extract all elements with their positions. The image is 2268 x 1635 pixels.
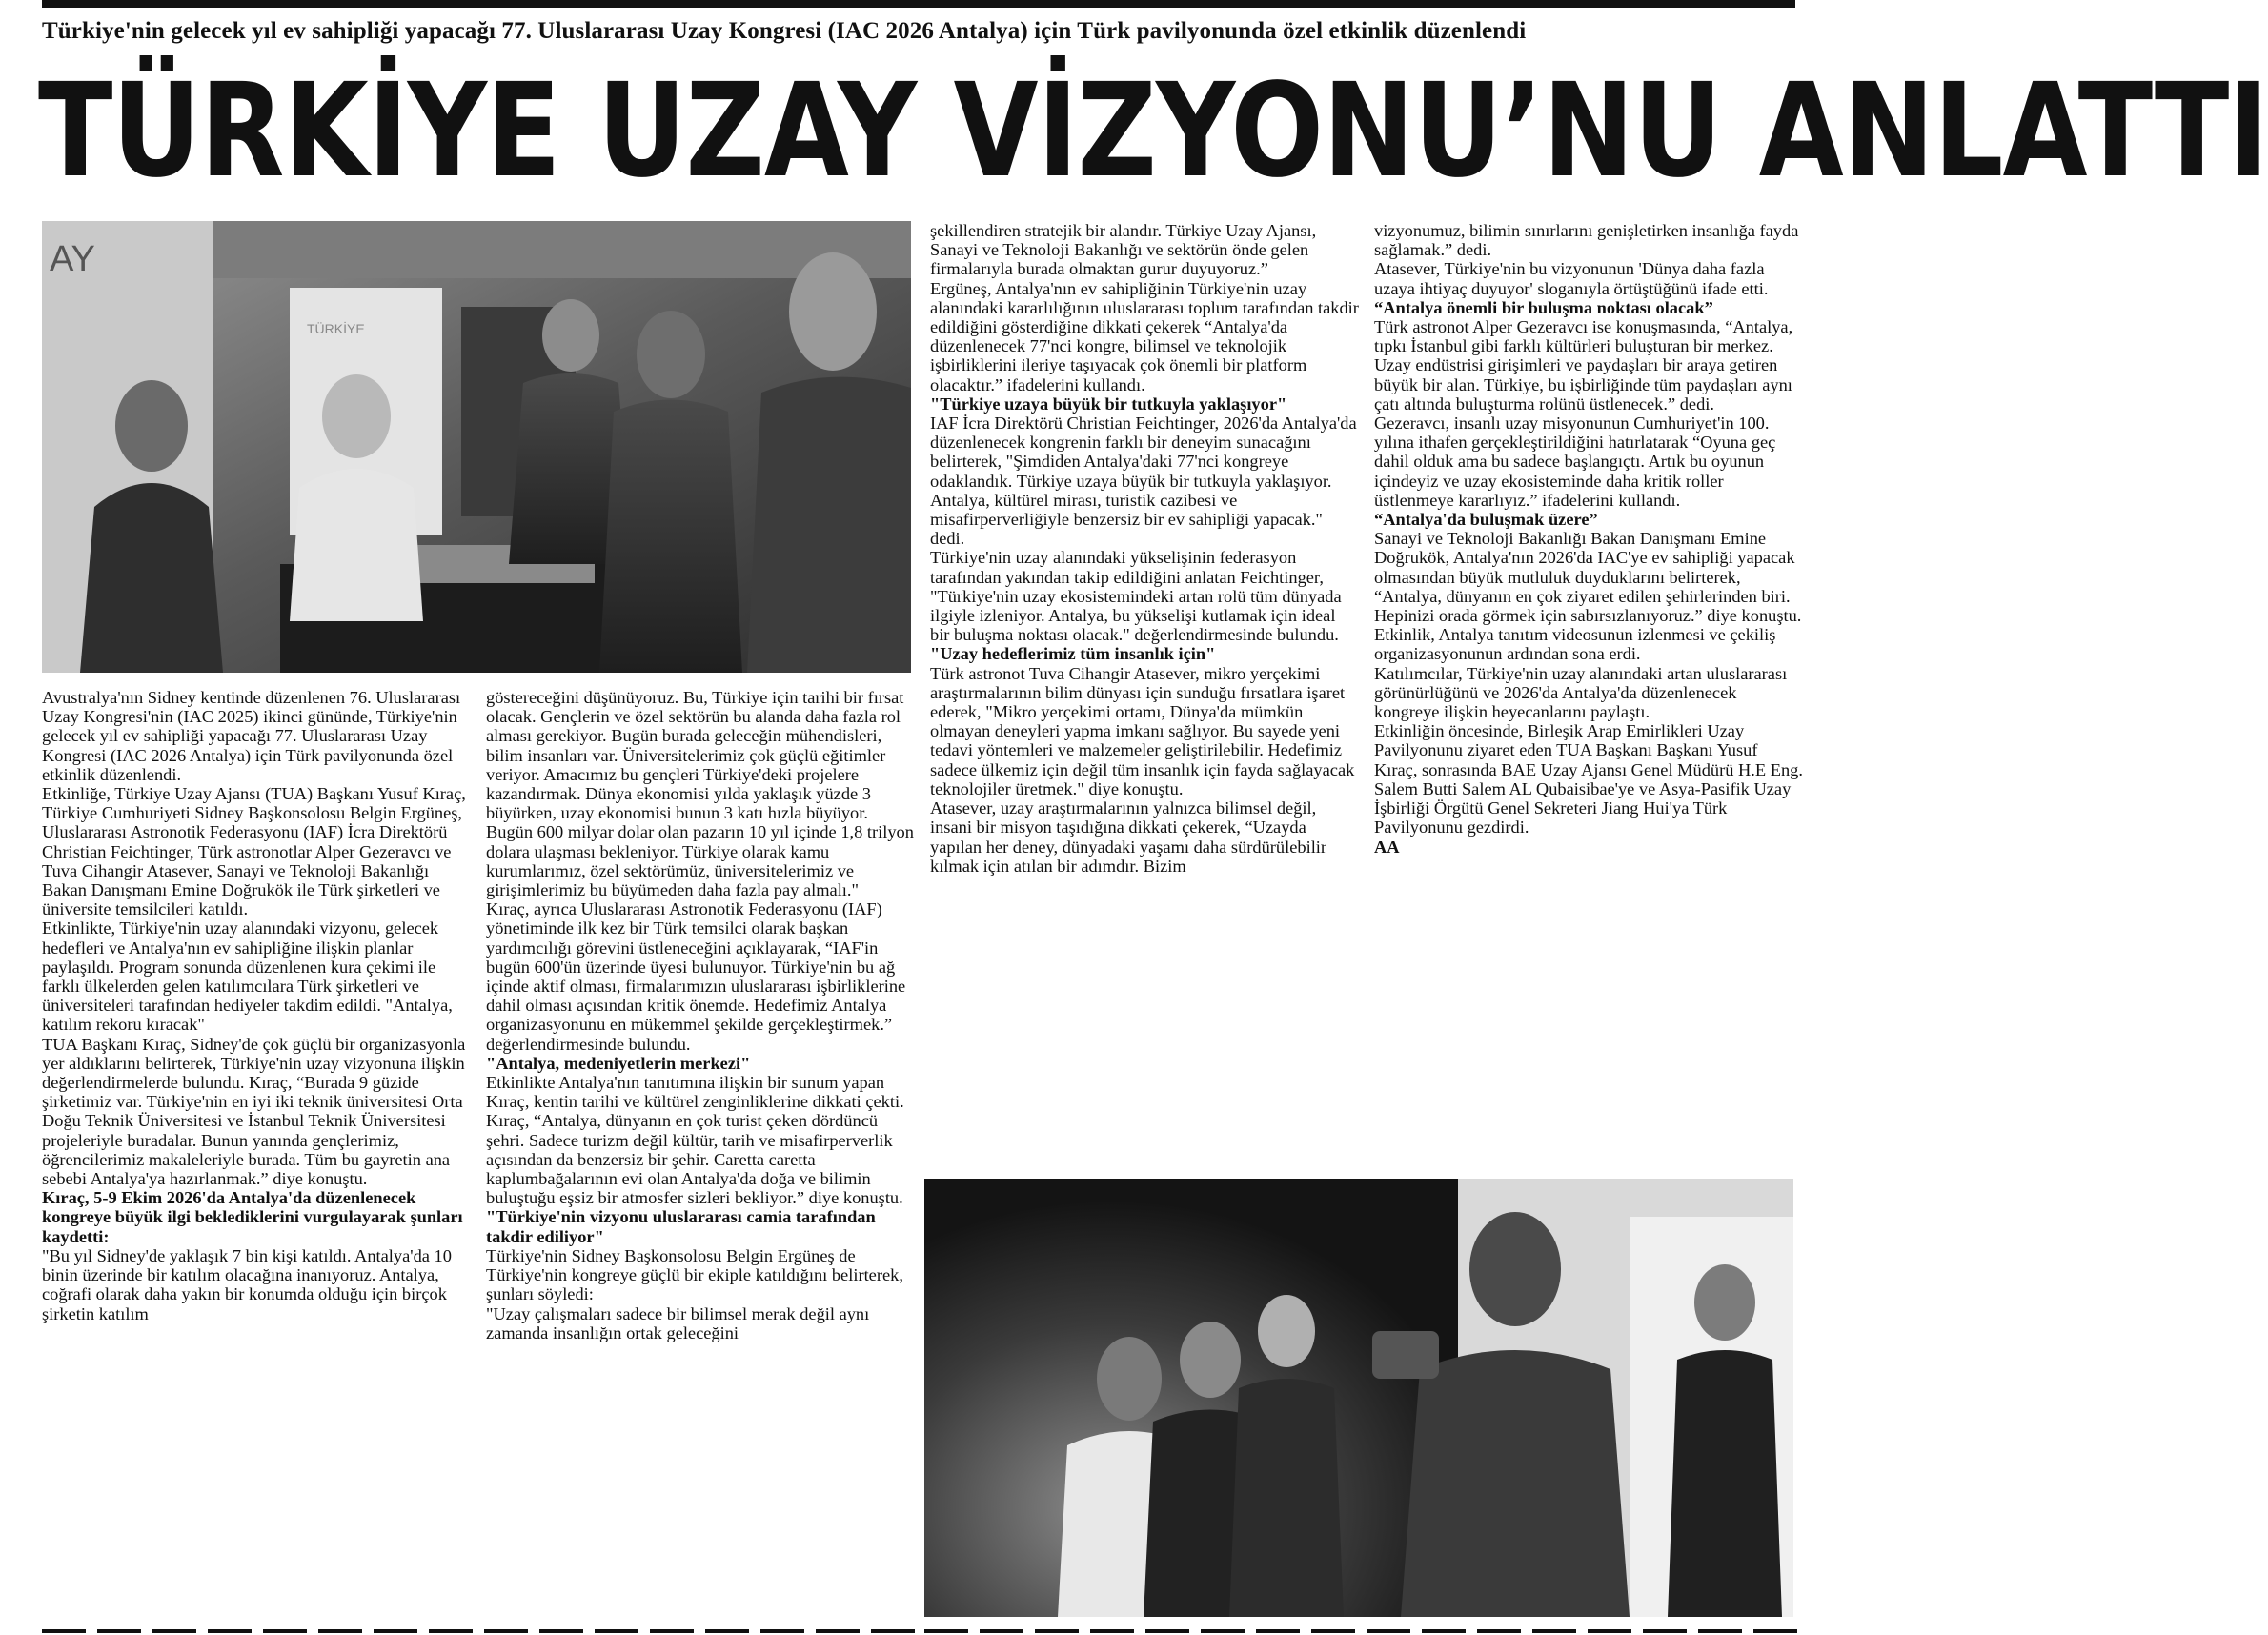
photo-astronauts-group-graphic (924, 1179, 1793, 1617)
col1-paragraph: Kıraç, 5-9 Ekim 2026'da Antalya'da düzenlenecek kongreye büyük ilgi beklediklerini vurgulayarak şunları kaydetti: (42, 1188, 463, 1246)
col4-paragraph: Katılımcılar, Türkiye'nin uzay alanındaki artan uluslararası görünürlüğünü ve 2026'da Antalya'da düzenlenecek kongreye ilişkin heyecanlarını paylaştı. (1374, 663, 1788, 722)
photo-pavilion-officials-graphic (42, 221, 911, 673)
bottom-rule-left (42, 1629, 915, 1635)
subheadline: Türkiye'nin gelecek yıl ev sahipliği yapacağı 77. Uluslararası Uzay Kongresi (IAC 2026 Antalya) için Türk pavilyonunda özel etkinlik düzenlendi (42, 18, 1527, 44)
col4-paragraph: Atasever, Türkiye'nin bu vizyonunun 'Dünya daha fazla uzaya ihtiyaç duyuyor' sloganıyla örtüştüğünü ifade etti. (1374, 259, 1769, 298)
col4-paragraph: Türk astronot Alper Gezeravcı ise konuşmasında, “Antalya, tıpkı İstanbul gibi farklı kültürleri buluşturan bir merkez. Uzay endüstrisi girişimleri ve paydaşları bir araya getiren büyük bir alan. Türkiye, bu işbirliğinde tüm paydaşları aynı çatı altında buluşturma rolünü üstlenecek.” dedi. (1374, 317, 1793, 414)
article-column-4 (1374, 221, 1803, 857)
col1-paragraph: TUA Başkanı Kıraç, Sidney'de çok güçlü bir organizasyonla yer aldıklarını belirterek, Türkiye'nin uzay vizyonuna ilişkin değerlendirmelerde bulundu. Kıraç, “Burada 9 güzide şirketimiz var. Türkiye'nin en iyi iki teknik üniversitesi Orta Doğu Teknik Üniversitesi ve İstanbul Teknik Üniversitesi projeleriyle buradalar. Bunun yanında gençlerimiz, öğrencilerimiz makaleleriyle burada. Tüm bu gayretin ana sebebi Antalya'ya hazırlanmak.” diye konuştu. (42, 1034, 466, 1189)
col3-paragraph: Türkiye'nin uzay alanındaki yükselişinin federasyon tarafından yakından takip edildiğini anlatan Feichtinger, "Türkiye'nin uzay ekosistemindeki artan rolü tüm dünyada ilgiyle izleniyor. Antalya, bu yükselişi kutlamak için ideal bir buluşma noktası olacak." değerlendirmesinde bulundu. (930, 548, 1342, 645)
col4-paragraph: vizyonumuz, bilimin sınırlarını genişletirken insanlığa fayda sağlamak.” dedi. (1374, 221, 1799, 260)
col1-paragraph: "Bu yıl Sidney'de yaklaşık 7 bin kişi katıldı. Antalya'da 10 binin üzerinde bir katılım olacağına inanıyoruz. Antalya, coğrafi olarak daha yakın bir konumda olduğu için birçok şirketin katılım (42, 1245, 452, 1323)
col2-paragraph: Türkiye'nin Sidney Başkonsolosu Belgin Ergüneş de Türkiye'nin kongreye güçlü bir ekiple katıldığını belirterek, şunları söyledi: (486, 1245, 903, 1304)
col2-paragraph: göstereceğini düşünüyoruz. Bu, Türkiye için tarihi bir fırsat olacak. Gençlerin ve özel sektörün bu alanda daha fazla rol alması gerekiyor. Bugün burada geleceğin mühendisleri, bilim insanları var. Üniversitelerimiz çok güçlü eğitimler veriyor. Amacımız bu gençleri Türkiye'deki projelere kazandırmak. Dünya ekonomisi yılda yaklaşık yüzde 3 büyürken, uzay ekonomisi bunun 3 katı hızla büyüyor. Bugün 600 milyar dolar olan pazarın 10 yıl içinde 1,8 trilyon dolara ulaşması bekleniyor. Türkiye olarak kamu kurumlarımız, özel sektörümüz, üniversitelerimiz ve girişimlerimiz bu büyümeden daha fazla pay almalı." (486, 688, 914, 900)
col4-paragraph: “Antalya'da buluşmak üzere” (1374, 510, 1598, 530)
col3-paragraph: IAF İcra Direktörü Christian Feichtinger, 2026'da Antalya'da düzenlenecek kongrenin farklı bir deneyim sunacağını belirterek, "Şimdiden Antalya'daki 77'nci kongreye odaklandık. Türkiye uzaya büyük bir tutkuyla yaklaşıyor. Antalya, kültürel mirası, turistik cazibesi ve misafirperverliğiyle benzersiz bir ev sahipliği yapacak." dedi. (930, 414, 1357, 549)
col4-paragraph: AA (1374, 837, 1400, 857)
col4-paragraph: Gezeravcı, insanlı uzay misyonunun Cumhuriyet'in 100. yılına ithafen gerçekleştirildiğini hatırlatarak “Oyuna geç dahil olduk ama bu sadece başlangıçtı. Artık bu oyunun içindeyiz ve uzay ekosisteminde daha kritik roller üstlenmeye kararlıyız.” ifadelerini kullandı. (1374, 414, 1776, 510)
col1-paragraph: Avustralya'nın Sidney kentinde düzenlenen 76. Uluslararası Uzay Kongresi'nin (IAC 2025) ikinci gününde, Türkiye'nin gelecek yıl ev sahipliği yapacağı 77. Uluslararası Uzay Kongresi (IAC 2026 Antalya) için Türk pavilyonunda özel etkinlik düzenlendi. (42, 688, 461, 784)
col2-paragraph: "Türkiye'nin vizyonu uluslararası camia tarafından takdir ediliyor" (486, 1207, 876, 1246)
col2-paragraph: Etkinlikte Antalya'nın tanıtımına ilişkin bir sunum yapan Kıraç, kentin tarihi ve kültürel zenginliklerine dikkati çekti. Kıraç, “Antalya, dünyanın en çok turist çeken dördüncü şehri. Sadece turizm değil kültür, tarih ve misafirperverlik açısından da benzersiz bir şehir. Caretta caretta kaplumbağalarının evi olan Antalya'da doğa ve bilimin buluştuğu eşsiz bir atmosfer sizleri bekliyor.” diye konuştu. (486, 1073, 904, 1208)
photo-pavilion-officials (42, 221, 911, 673)
col3-paragraph: "Türkiye uzaya büyük bir tutkuyla yaklaşıyor" (930, 394, 1287, 414)
col3-paragraph: şekillendiren stratejik bir alandır. Türkiye Uzay Ajansı, Sanayi ve Teknoloji Bakanlığı ve sektörün önde gelen firmalarıyla burada olmaktan gurur duyuyoruz.” (930, 221, 1317, 279)
col4-paragraph: Etkinliğin öncesinde, Birleşik Arap Emirlikleri Uzay Pavilyonunu ziyaret eden TUA Başkanı Başkanı Yusuf Kıraç, sonrasında BAE Uzay Ajansı Genel Müdürü H.E Eng. Salem Butti Salem AL Qubaisibae'ye ve Asya-Pasifik Uzay İşbirliği Örgütü Genel Sekreteri Jiang Hui'ya Türk Pavilyonunu gezdirdi. (1374, 721, 1803, 838)
article-column-1 (42, 688, 471, 1323)
col3-paragraph: Ergüneş, Antalya'nın ev sahipliğinin Türkiye'nin uzay alanındaki kararlılığının uluslararası toplum tarafından takdir edildiğini gösterdiğine dikkati çekerek “Antalya'da düzenlenecek 77'nci kongre, bilimsel ve teknolojik işbirliklerini ileriye taşıyacak çok önemli bir platform olacaktır.” ifadelerini kullandı. (930, 278, 1359, 394)
article-column-3 (930, 221, 1359, 876)
photo1-sign-text2: TÜRKİYE (307, 321, 365, 336)
photo1-sign-text: AY (50, 239, 95, 279)
top-rule (42, 0, 1795, 8)
col1-paragraph: Etkinlikte, Türkiye'nin uzay alanındaki vizyonu, gelecek hedefleri ve Antalya'nın ev sahipliğine ilişkin planlar paylaşıldı. Program sonunda düzenlenen kura çekimi ile farklı ülkelerden gelen katılımcılara Türk şirketleri ve üniversiteleri tarafından hediyeler takdim edildi. "Antalya, katılım rekoru kıracak" (42, 918, 453, 1035)
col2-paragraph: "Antalya, medeniyetlerin merkezi" (486, 1053, 751, 1073)
col3-paragraph: "Uzay hedeflerimiz tüm insanlık için" (930, 644, 1216, 664)
col3-paragraph: Atasever, uzay araştırmalarının yalnızca bilimsel değil, insani bir misyon taşıdığına dikkati çekerek, “Uzayda yapılan her deney, dünyadaki yaşamı daha sürdürülebilir kılmak için atılan bir adımdır. Bizim (930, 798, 1327, 876)
col2-paragraph: Kıraç, ayrıca Uluslararası Astronotik Federasyonu (IAF) yönetiminde ilk kez bir Türk temsilci olarak başkan yardımcılığı görevini üstleneceğini açıklayarak, “IAF'in bugün 600'ün üzerinde üyesi bulunuyor. Türkiye'nin bu ağ içinde aktif olması, firmalarımızın uluslararası işbirliklerine dahil olması açısından kritik önemde. Hedefimiz Antalya organizasyonunu en mükemmel şekilde gerçekleştirmek.” değerlendirmesinde bulundu. (486, 899, 906, 1054)
col4-paragraph: Etkinlik, Antalya tanıtım videosunun izlenmesi ve çekiliş organizasyonunun ardından sona erdi. (1374, 625, 1776, 664)
article-column-2 (486, 688, 915, 1342)
col4-paragraph: Sanayi ve Teknoloji Bakanlığı Bakan Danışmanı Emine Doğrukök, Antalya'nın 2026'da IAC'ye ev sahipliği yapacak olmasından büyük mutluluk duyduklarını belirterek, “Antalya, dünyanın en çok ziyaret edilen şehirlerinden biri. Hepinizi orada görmek için sabırsızlanıyoruz.” diye konuştu. (1374, 529, 1802, 626)
col4-paragraph: “Antalya önemli bir buluşma noktası olacak” (1374, 297, 1713, 317)
col2-paragraph: "Uzay çalışmaları sadece bir bilimsel merak değil aynı zamanda insanlığın ortak geleceğini (486, 1303, 870, 1342)
bottom-rule-right (924, 1629, 1797, 1635)
photo-astronauts-group (924, 1179, 1793, 1617)
col3-paragraph: Türk astronot Tuva Cihangir Atasever, mikro yerçekimi araştırmalarının bilim dünyası için sunduğu fırsatlara işaret ederek, "Mikro yerçekimi ortamı, Dünya'da mümkün olmayan deneyleri yapma imkanı sağlıyor. Bu sayede yeni tedavi yöntemleri ve malzemeler geliştirilebilir. Hedefimiz sadece ülkemiz için değil tüm insanlık için fayda sağlayacak teknolojiler üretmek." diye konuştu. (930, 663, 1355, 798)
col1-paragraph: Etkinliğe, Türkiye Uzay Ajansı (TUA) Başkanı Yusuf Kıraç, Türkiye Cumhuriyeti Sidney Başkonsolosu Belgin Ergüneş, Uluslararası Astronotik Federasyonu (IAF) İcra Direktörü Christian Feichtinger, Türk astronotlar Alper Gezeravcı ve Tuva Cihangir Atasever, Sanayi ve Teknoloji Bakanlığı Bakan Danışmanı Emine Doğrukök ile Türk şirketleri ve üniversite temsilcileri katıldı. (42, 784, 466, 919)
headline: TÜRKİYE UZAY VİZYONU’NU ANLATTI (38, 56, 2268, 207)
